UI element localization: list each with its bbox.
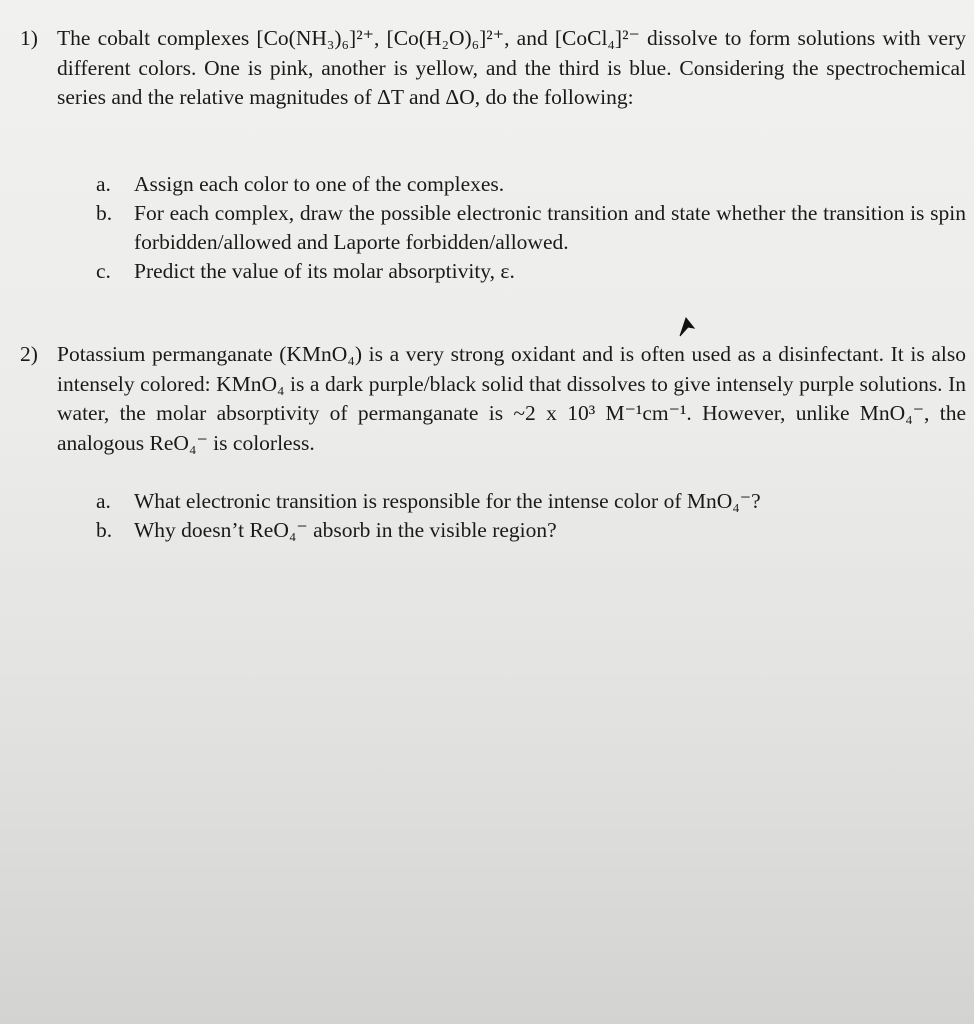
question-1 — [20, 24, 966, 113]
question-2 — [20, 340, 966, 458]
part-text: Assign each color to one of the complexes. — [134, 172, 505, 196]
part-letter: a. — [96, 489, 111, 513]
part-text: Predict the value of its molar absorptivity, ε. — [134, 259, 515, 283]
question-1-number: 1) — [20, 26, 38, 50]
part-letter: b. — [96, 518, 113, 542]
part-letter: b. — [96, 201, 113, 225]
part-letter: c. — [96, 259, 111, 283]
part-text: For each complex, draw the possible electronic transition and state whether the transition is spin forbidden/allowed and Laporte forbidden/allowed. — [134, 201, 966, 254]
question-1-parts — [96, 170, 966, 286]
question-1-part-b — [96, 199, 966, 257]
question-1-text: The cobalt complexes [Co(NH₃)₆]²⁺, [Co(H₂O)₆]²⁺, and [CoCl₄]²⁻ dissolve to form solutions with very different colors. One is pink, another is yellow, and the third is blue. Considering the spectrochemical series and the relative magnitudes of ΔT and ΔO, do the following: — [57, 26, 966, 109]
question-2-number: 2) — [20, 342, 38, 366]
question-2-text: Potassium permanganate (KMnO₄) is a very strong oxidant and is often used as a disinfectant. It is also intensely colored: KMnO₄ is a dark purple/black solid that dissolves to give intensely purple solutions. In water, the molar absorptivity of permanganate is ~2 x 10³ M⁻¹cm⁻¹. However, unlike MnO₄⁻, the analogous ReO₄⁻ is colorless. — [57, 342, 966, 455]
question-2-parts — [96, 487, 966, 545]
part-letter: a. — [96, 172, 111, 196]
question-2-part-b — [96, 516, 966, 545]
question-1-part-a — [96, 170, 966, 199]
question-1-part-c — [96, 257, 966, 286]
question-2-part-a — [96, 487, 966, 516]
mouse-pointer-icon — [678, 316, 696, 338]
part-text: Why doesn’t ReO₄⁻ absorb in the visible region? — [134, 518, 557, 542]
part-text: What electronic transition is responsible for the intense color of MnO₄⁻? — [134, 489, 761, 513]
